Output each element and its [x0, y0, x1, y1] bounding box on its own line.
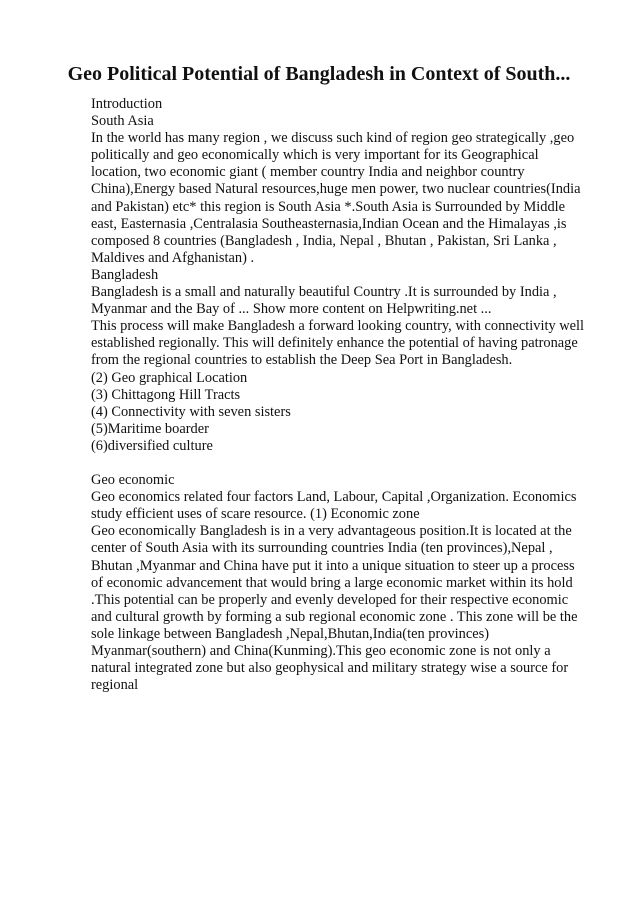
- text-line: and Pakistan) etc* this region is South Asia *.South Asia is Surrounded by Middle: [91, 198, 566, 215]
- list-item: (2) Geo graphical Location: [91, 369, 248, 386]
- text-line: of economic advancement that would bring a large economic market within its hold: [91, 574, 573, 591]
- document-body: [91, 96, 611, 694]
- text-line: natural integrated zone but also geophysical and military strategy wise a source for: [91, 660, 569, 677]
- text-line: Bangladesh is a small and naturally beautiful Country .It is surrounded by India ,: [91, 284, 557, 301]
- text-line: east, Easternasia ,Centralasia Southeasternasia,Indian Ocean and the Himalayas ,is: [91, 215, 567, 232]
- text-line: Geo economically Bangladesh is in a very advantageous position.It is located at the: [91, 523, 572, 540]
- text-line: South Asia: [91, 113, 154, 130]
- text-line: sole linkage between Bangladesh ,Nepal,Bhutan,India(ten provinces): [91, 625, 490, 642]
- text-line: Introduction: [91, 96, 163, 112]
- text-line: Geo economics related four factors Land, Labour, Capital ,Organization. Economics: [91, 489, 577, 506]
- text-line: politically and geo economically which is very important for its Geographical: [91, 147, 539, 164]
- text-line: .This potential can be properly and evenly developed for their respective economic: [91, 591, 569, 608]
- body-section-geo-economic: [91, 472, 611, 694]
- text-line: regional: [91, 677, 139, 694]
- text-line: study efficient uses of scare resource. (1) Economic zone: [91, 506, 420, 523]
- text-line: Bangladesh: [91, 266, 159, 283]
- text-line: In the world has many region , we discuss such kind of region geo strategically ,geo: [91, 130, 575, 147]
- text-line: Myanmar and the Bay of ... Show more content on Helpwriting.net ...: [91, 301, 492, 318]
- text-line: This process will make Bangladesh a forward looking country, with connectivity well: [91, 318, 585, 335]
- text-line: and cultural growth by forming a sub regional economic zone . This zone will be the: [91, 608, 578, 625]
- paragraph-spacer: [91, 455, 611, 472]
- text-line: Maldives and Afghanistan) .: [91, 249, 255, 266]
- text-line: from the regional countries to establish the Deep Sea Port in Bangladesh.: [91, 352, 513, 369]
- list-item: (4) Connectivity with seven sisters: [91, 403, 291, 420]
- text-line: center of South Asia with its surrounding countries India (ten provinces),Nepal ,: [91, 540, 553, 557]
- text-line: China),Energy based Natural resources,huge men power, two nuclear countries(India: [91, 181, 581, 198]
- text-line: Bhutan ,Myanmar and China have put it into a unique situation to steer up a process: [91, 557, 575, 574]
- text-line: Myanmar(southern) and China(Kunming).This geo economic zone is not only a: [91, 643, 551, 659]
- document-title: Geo Political Potential of Bangladesh in Context of South...: [67, 63, 571, 85]
- text-line: composed 8 countries (Bangladesh , India, Nepal , Bhutan , Pakistan, Sri Lanka ,: [91, 232, 557, 249]
- list-item: (6)diversified culture: [91, 437, 213, 454]
- list-item: (5)Maritime boarder: [91, 420, 209, 437]
- text-line: Geo economic: [91, 472, 175, 489]
- text-line: location, two economic giant ( member country India and neighbor country: [91, 164, 525, 181]
- body-section-introduction: [91, 96, 611, 455]
- text-line: established regionally. This will definitely enhance the potential of having patronage: [91, 335, 578, 352]
- list-item: (3) Chittagong Hill Tracts: [91, 386, 241, 403]
